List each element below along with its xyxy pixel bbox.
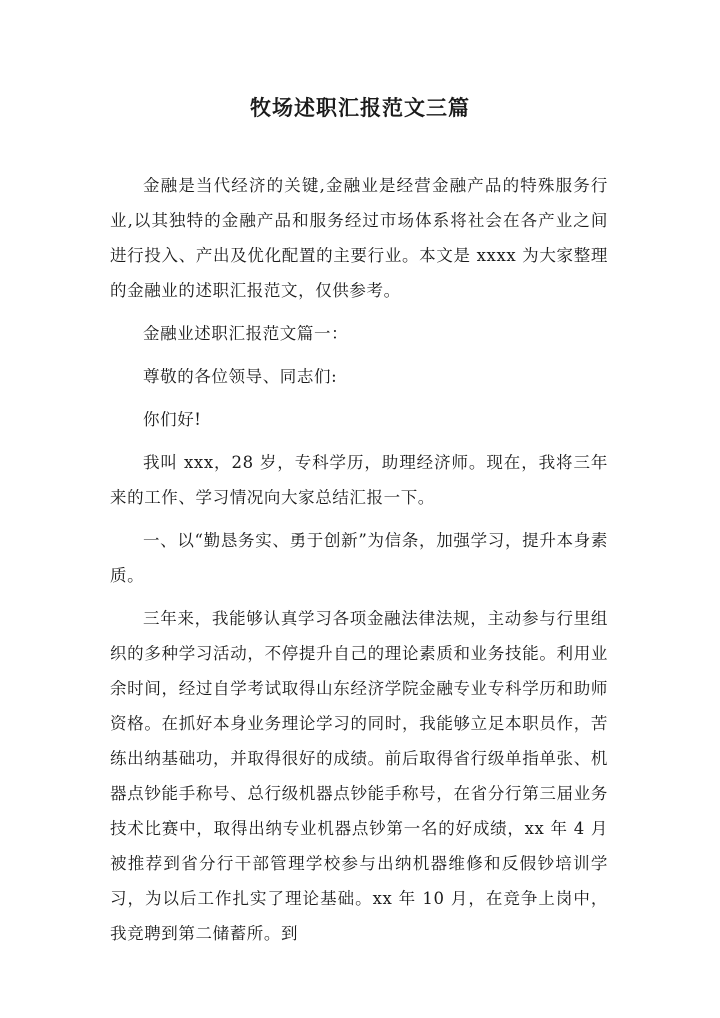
paragraph-salutation: 尊敬的各位领导、同志们:	[143, 367, 338, 386]
paragraph-section-heading: 金融业述职汇报范文篇一：	[143, 324, 349, 343]
paragraph-intro: 金融是当代经济的关键,金融业是经营金融产品的特殊服务行业,以其独特的金融产品和服务经过市场体系将社会在各产业之间进行投入、产出及优化配置的主要行业。本文是 xxxx 为大家整理的金融业的述职汇报范文，仅供参考。	[110, 176, 608, 300]
paragraph-three-years: 三年来，我能够认真学习各项金融法律法规，主动参与行里组织的多种学习活动，不停提升自己的理论素质和业务技能。利用业余时间，经过自学考试取得山东经济学院金融专业专科学历和助师资格。在抓好本身业务理论学习的同时，我能够立足本职员作，苦练出纳基础功，并取得很好的成绩。前后取得省行级单指单张、机器点钞能手称号、总行级机器点钞能手称号，在省分行第三届业务技术比赛中，取得出纳专业机器点钞第一名的好成绩，xx 年 4 月被推荐到省分行干部管理学校参与出纳机器维修和反假钞培训学习，为以后工作扎实了理论基础。xx 年 10 月，在竞争上岗中，我竞聘到第二储蓄所。到	[110, 609, 608, 943]
document-title: 牧场述职汇报范文三篇	[250, 95, 470, 120]
paragraph-greeting: 你们好!	[143, 410, 202, 429]
paragraph-self-intro: 我叫 xxx，28 岁，专科学历，助理经济师。现在，我将三年来的工作、学习情况向大家总结汇报一下。	[110, 453, 608, 507]
document-body	[110, 168, 608, 951]
paragraph-point-one: 一、以“勤恳务实、勇于创新”为信条，加强学习，提升本身素质。	[110, 531, 608, 585]
